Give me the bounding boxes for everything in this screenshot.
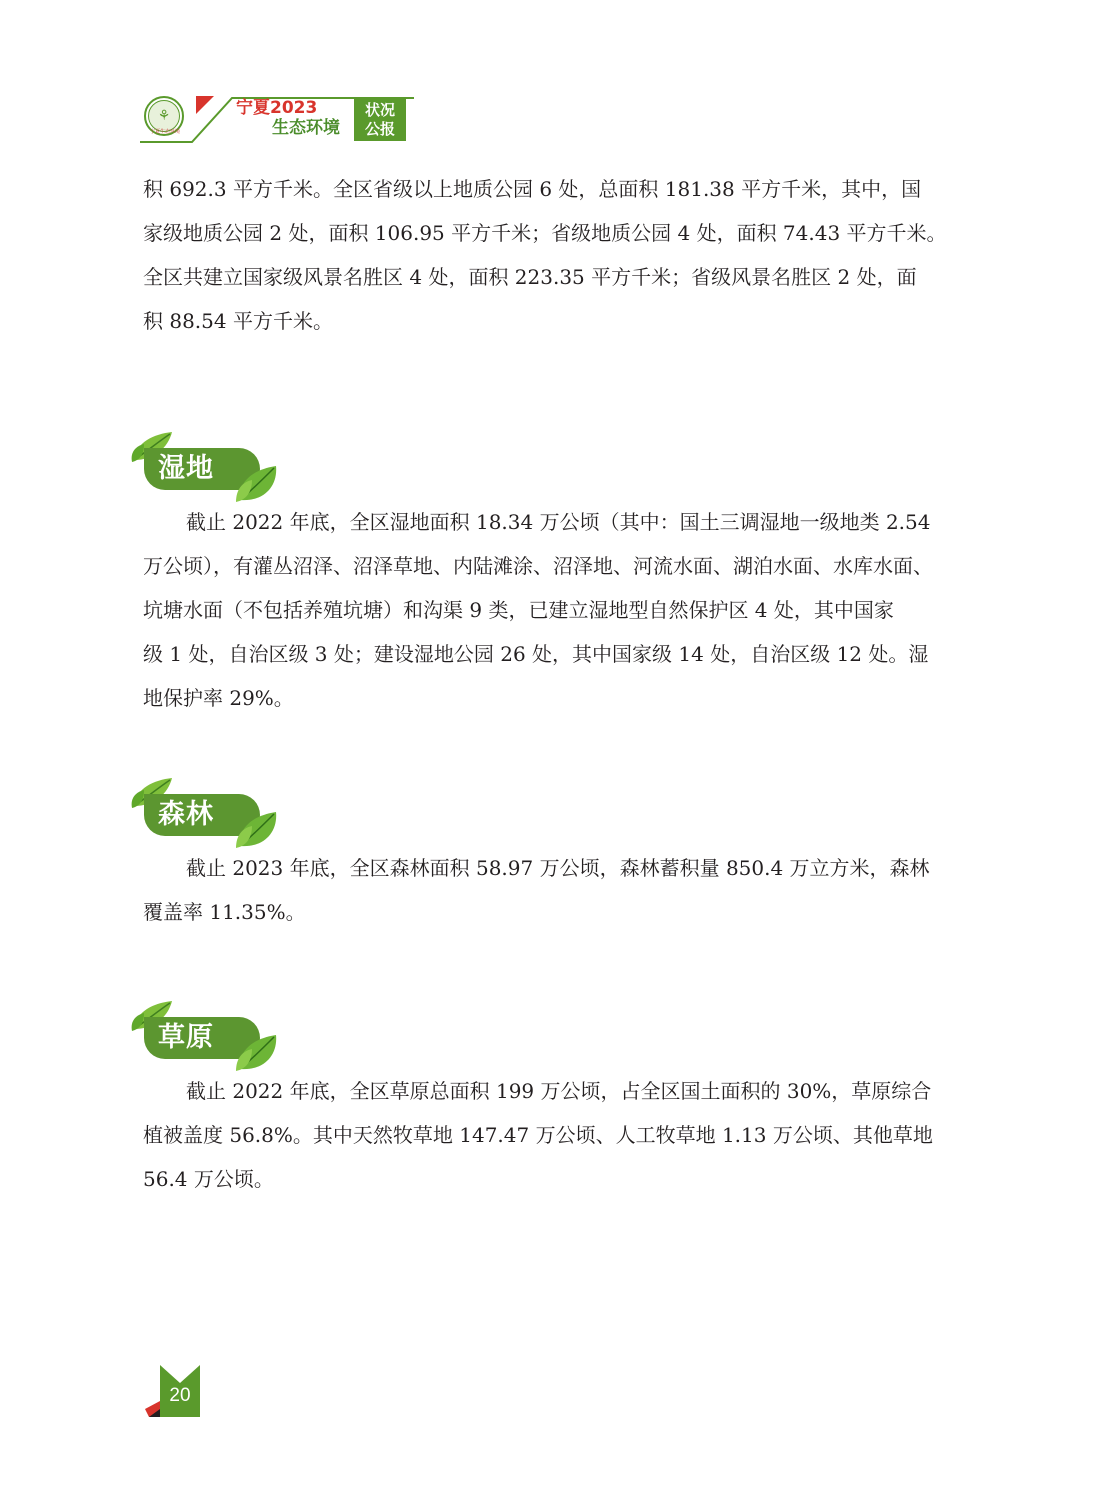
paragraph-line: 截止 2023 年底，全区森林面积 58.97 万公顷，森林蓄积量 850.4 万立方米，森林 <box>186 856 930 880</box>
report-title-year: 宁夏2023 <box>236 98 318 118</box>
section-title: 草原 <box>158 1022 214 1053</box>
badge-line-1: 状况 <box>364 101 395 119</box>
paragraph-line: 截止 2022 年底，全区草原总面积 199 万公顷，占全区国土面积的 30%，草原综合 <box>186 1079 932 1103</box>
page-number: 20 <box>169 1385 191 1406</box>
section-heading-forest <box>130 776 280 851</box>
report-title-subject: 生态环境 <box>272 118 340 138</box>
section-title: 森林 <box>158 799 214 830</box>
section-heading-wetland <box>130 430 280 505</box>
intro-paragraph <box>143 167 965 343</box>
paragraph-line: 56.4 万公顷。 <box>143 1167 274 1191</box>
paragraph-line: 万公顷），有灌丛沼泽、沼泽草地、内陆滩涂、沼泽地、河流水面、湖泊水面、水库水面、 <box>143 554 933 578</box>
paragraph-line: 覆盖率 11.35%。 <box>143 900 306 924</box>
leaf-icon <box>234 1033 282 1073</box>
paragraph-line: 全区共建立国家级风景名胜区 4 处，面积 223.35 平方千米；省级风景名胜区 2 处，面 <box>143 265 917 289</box>
paragraph-line: 级 1 处，自治区级 3 处；建设湿地公园 26 处，其中国家级 14 处，自治区级 12 处。湿 <box>143 642 929 666</box>
paragraph-line: 截止 2022 年底，全区湿地面积 18.34 万公顷（其中：国土三调湿地一级地类 2.54 <box>186 510 931 534</box>
paragraph-line: 积 692.3 平方千米。全区省级以上地质公园 6 处，总面积 181.38 平方千米，其中，国 <box>143 177 922 201</box>
wetland-paragraph <box>143 500 965 720</box>
paragraph-line: 坑塘水面（不包括养殖坑塘）和沟渠 9 类，已建立湿地型自然保护区 4 处，其中国家 <box>143 598 894 622</box>
paragraph-line: 家级地质公园 2 处，面积 106.95 平方千米；省级地质公园 4 处，面积 74.43 平方千米。 <box>143 221 947 245</box>
report-type-badge <box>354 99 406 141</box>
section-title: 湿地 <box>158 453 214 484</box>
paragraph-line: 积 88.54 平方千米。 <box>143 309 333 333</box>
forest-paragraph <box>143 846 965 934</box>
paragraph-line: 地保护率 29%。 <box>143 686 294 710</box>
emblem-caption: 宁夏生态环境 <box>150 129 181 135</box>
paragraph-line: 植被盖度 56.8%。其中天然牧草地 147.47 万公顷、人工牧草地 1.13 万公顷、其他草地 <box>143 1123 933 1147</box>
section-heading-grassland <box>130 999 280 1074</box>
report-title <box>236 98 340 138</box>
grassland-paragraph <box>143 1069 965 1201</box>
leaf-icon <box>234 464 282 504</box>
emblem-glyph: ⚘ <box>148 100 180 132</box>
leaf-icon <box>234 810 282 850</box>
badge-line-2: 公报 <box>364 120 395 138</box>
report-header <box>140 92 430 144</box>
